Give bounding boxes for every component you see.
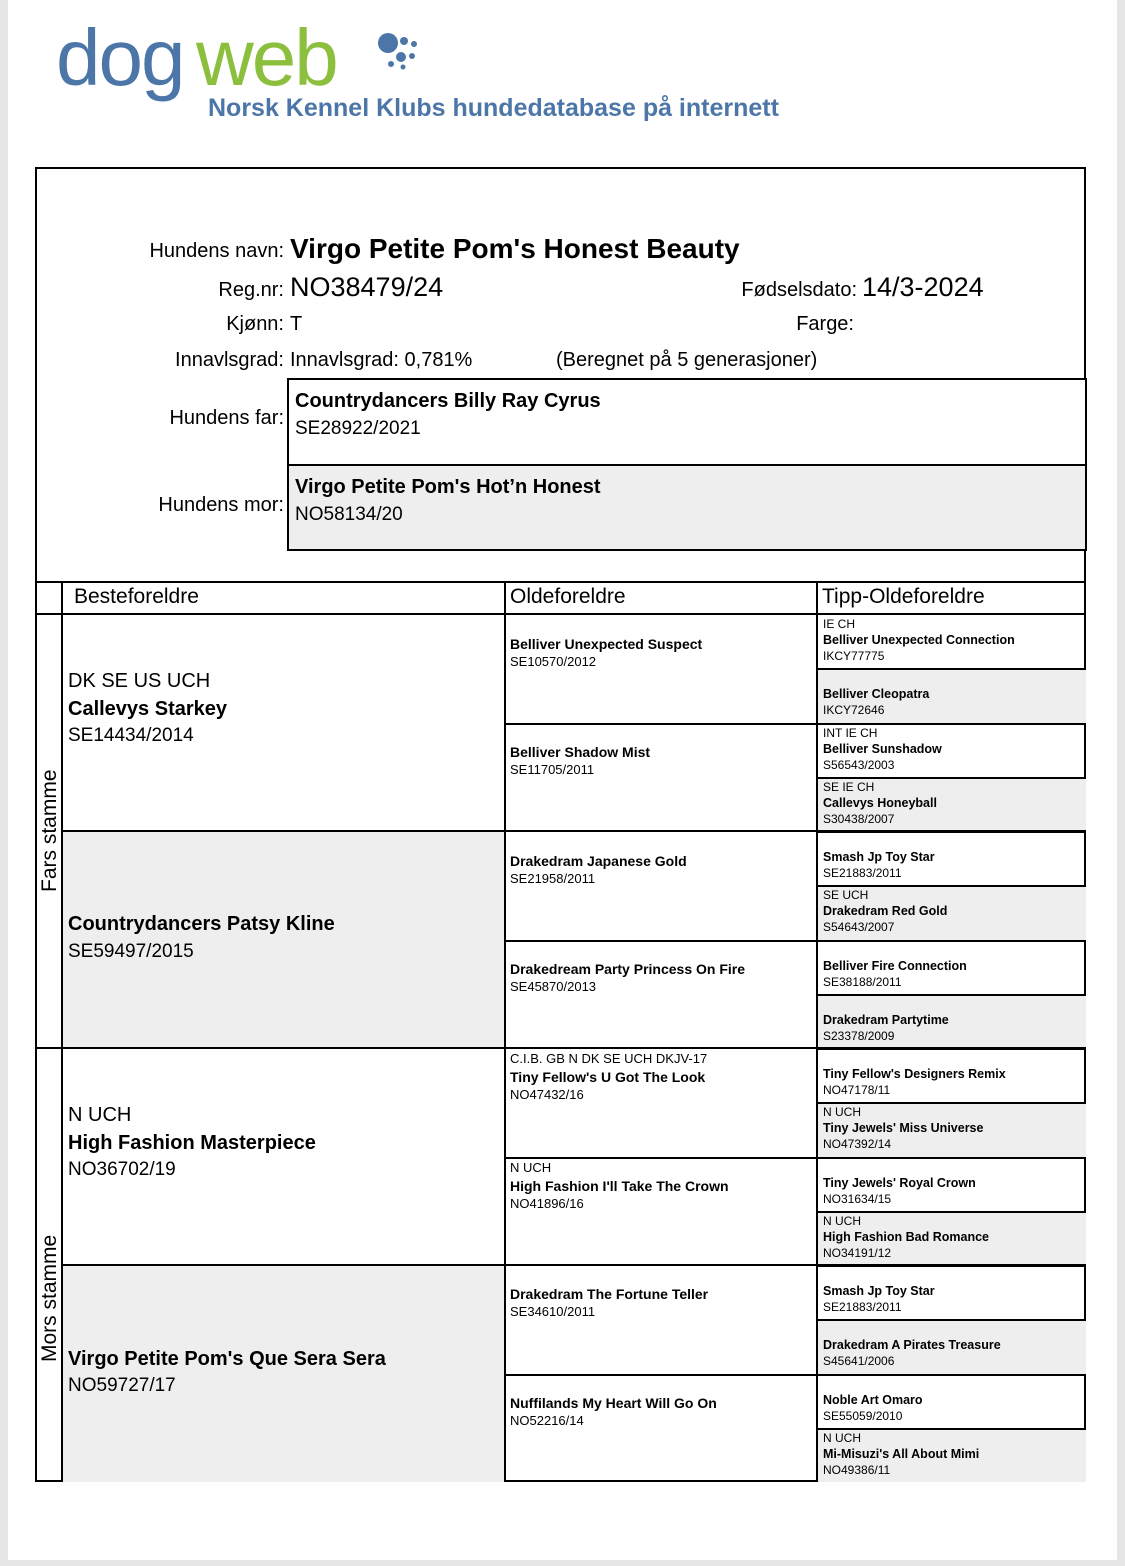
- gp-1-title: DK SE US UCH: [68, 670, 211, 692]
- gp-1-name: Callevys Starkey: [68, 698, 228, 720]
- gg-4-reg: SE45870/2013: [510, 979, 597, 994]
- ggg-10-title: N UCH: [823, 1105, 861, 1119]
- logo-web-text: web: [196, 13, 337, 102]
- ggg-6-title: SE UCH: [823, 888, 869, 902]
- ggg-10-reg: NO47392/14: [823, 1137, 892, 1151]
- gg-5-reg: NO47432/16: [510, 1087, 584, 1102]
- reg-label: Reg.nr:: [218, 279, 284, 301]
- gp-4-reg: NO59727/17: [68, 1375, 176, 1396]
- gg-1-name: Belliver Unexpected Suspect: [510, 636, 703, 652]
- header-great: Oldeforeldre: [510, 585, 626, 608]
- grid-line: [816, 668, 1086, 670]
- logo-dog-text: dog: [56, 13, 184, 102]
- ggg-16-reg: NO49386/11: [823, 1463, 891, 1477]
- dam-box: [287, 464, 1087, 551]
- gg-3-name: Drakedram Japanese Gold: [510, 853, 687, 869]
- ggg-11-reg: NO31634/15: [823, 1192, 892, 1206]
- ggg-15-name: Noble Art Omaro: [823, 1393, 923, 1407]
- ggg-3-name: Belliver Sunshadow: [823, 742, 942, 756]
- ggg-8-reg: S23378/2009: [823, 1029, 895, 1043]
- gg-5-title: C.I.B. GB N DK SE UCH DKJV-17: [510, 1051, 708, 1066]
- grid-line: [35, 613, 1086, 615]
- dam-reg: NO58134/20: [295, 504, 403, 525]
- header-grandparents: Besteforeldre: [74, 585, 199, 608]
- dog-dob: 14/3-2024: [862, 272, 984, 302]
- gp-3-reg: NO36702/19: [68, 1159, 176, 1180]
- sire-reg: SE28922/2021: [295, 418, 421, 439]
- grid-line: [504, 940, 818, 942]
- ggg-13-name: Smash Jp Toy Star: [823, 1284, 935, 1298]
- ggg-6-name: Drakedram Red Gold: [823, 904, 948, 918]
- ggg-9-reg: NO47178/11: [823, 1083, 891, 1097]
- ggg-11-name: Tiny Jewels' Royal Crown: [823, 1176, 976, 1190]
- inbreeding-value: Innavlsgrad: 0,781%: [290, 349, 473, 371]
- grid-line: [35, 581, 1086, 583]
- gg-1-reg: SE10570/2012: [510, 654, 597, 669]
- ggg-4-name: Callevys Honeyball: [823, 796, 937, 810]
- sire-name: Countrydancers Billy Ray Cyrus: [295, 390, 601, 412]
- ggg-4-title: SE IE CH: [823, 780, 875, 794]
- ggg-1-title: IE CH: [823, 617, 856, 631]
- grid-line: [816, 723, 1086, 725]
- grid-line: [816, 1102, 1086, 1104]
- grid-line: [816, 994, 1086, 996]
- dog-reg: NO38479/24: [290, 272, 444, 302]
- gg-2-name: Belliver Shadow Mist: [510, 744, 651, 760]
- generations-note: (Beregnet på 5 generasjoner): [556, 349, 818, 371]
- ggg-13-reg: SE21883/2011: [823, 1300, 902, 1314]
- grid-line: [816, 940, 1086, 942]
- ggg-12-reg: NO34191/12: [823, 1246, 892, 1260]
- gg-5-name: Tiny Fellow's U Got The Look: [510, 1069, 706, 1085]
- gp-2-name: Countrydancers Patsy Kline: [68, 913, 335, 935]
- grid-line: [816, 1265, 1086, 1267]
- gp-3-title: N UCH: [68, 1104, 132, 1126]
- gg-2-reg: SE11705/2011: [510, 762, 595, 777]
- gg-6-title: N UCH: [510, 1160, 552, 1175]
- ggg-16-name: Mi-Misuzi's All About Mimi: [823, 1447, 980, 1461]
- ggg-3-reg: S56543/2003: [823, 758, 895, 772]
- name-label: Hundens navn:: [149, 240, 284, 262]
- grid-line: [816, 1048, 1086, 1050]
- ggg-2-reg: IKCY72646: [823, 703, 885, 717]
- sire-side-label: Fars stamme: [38, 769, 61, 892]
- ggg-1-reg: IKCY77775: [823, 649, 885, 663]
- sire-box: [287, 378, 1087, 466]
- ggg-14-reg: S45641/2006: [823, 1354, 895, 1368]
- gg-6-name: High Fashion I'll Take The Crown: [510, 1178, 729, 1194]
- gg-8-name: Nuffilands My Heart Will Go On: [510, 1395, 717, 1411]
- ggg-1-name: Belliver Unexpected Connection: [823, 633, 1015, 647]
- sire-label: Hundens far:: [169, 407, 284, 429]
- grid-line: [504, 723, 818, 725]
- dam-side-label: Mors stamme: [38, 1234, 61, 1362]
- gg-3-reg: SE21958/2011: [510, 871, 596, 886]
- grid-line: [504, 581, 506, 1482]
- gp-3-name: High Fashion Masterpiece: [68, 1132, 316, 1154]
- grid-line: [816, 1157, 1086, 1159]
- logo-dots-icon: [374, 30, 434, 80]
- gp-1-reg: SE14434/2014: [68, 725, 194, 746]
- ggg-2-name: Belliver Cleopatra: [823, 687, 930, 701]
- gp-2-reg: SE59497/2015: [68, 941, 194, 962]
- ggg-9-name: Tiny Fellow's Designers Remix: [823, 1067, 1006, 1081]
- inbreeding-label: Innavlsgrad:: [175, 349, 284, 371]
- dob-label: Fødselsdato:: [741, 279, 857, 301]
- ggg-5-reg: SE21883/2011: [823, 866, 902, 880]
- dog-sex: T: [290, 313, 303, 335]
- ggg-7-name: Belliver Fire Connection: [823, 959, 967, 973]
- ggg-16-title: N UCH: [823, 1431, 861, 1445]
- gp-bg-4: [63, 1265, 505, 1482]
- ggg-14-name: Drakedram A Pirates Treasure: [823, 1338, 1001, 1352]
- gg-6-reg: NO41896/16: [510, 1196, 584, 1211]
- ggg-12-title: N UCH: [823, 1214, 861, 1228]
- grid-line: [816, 1428, 1086, 1430]
- grid-line: [816, 1211, 1086, 1213]
- grid-line: [816, 777, 1086, 779]
- dam-label: Hundens mor:: [158, 494, 284, 516]
- dam-name: Virgo Petite Pom's Hot’n Honest: [295, 476, 601, 498]
- grid-line: [816, 1319, 1086, 1321]
- gg-7-reg: SE34610/2011: [510, 1304, 596, 1319]
- gg-7-name: Drakedram The Fortune Teller: [510, 1286, 709, 1302]
- dog-name: Virgo Petite Pom's Honest Beauty: [290, 233, 740, 264]
- sex-label: Kjønn:: [226, 313, 284, 335]
- gp-4-name: Virgo Petite Pom's Que Sera Sera: [68, 1348, 386, 1370]
- grid-line: [816, 581, 818, 1482]
- gg-8-reg: NO52216/14: [510, 1413, 584, 1428]
- grid-line: [504, 1374, 818, 1376]
- ggg-6-reg: S54643/2007: [823, 920, 895, 934]
- logo-tagline: Norsk Kennel Klubs hundedatabase på internett: [208, 94, 779, 122]
- grid-line: [816, 1374, 1086, 1376]
- color-label: Farge:: [796, 313, 854, 335]
- header-greatgreat: Tipp-Oldeforeldre: [822, 585, 985, 608]
- ggg-8-name: Drakedram Partytime: [823, 1013, 949, 1027]
- gg-4-name: Drakedream Party Princess On Fire: [510, 961, 746, 977]
- ggg-15-reg: SE55059/2010: [823, 1409, 903, 1423]
- ggg-10-name: Tiny Jewels' Miss Universe: [823, 1121, 984, 1135]
- grid-line: [816, 885, 1086, 887]
- ggg-3-title: INT IE CH: [823, 726, 878, 740]
- ggg-7-reg: SE38188/2011: [823, 975, 902, 989]
- gp-bg-2: [63, 831, 505, 1048]
- ggg-12-name: High Fashion Bad Romance: [823, 1230, 989, 1244]
- grid-line: [816, 831, 1086, 833]
- grid-line: [504, 1157, 818, 1159]
- ggg-4-reg: S30438/2007: [823, 812, 895, 826]
- ggg-5-name: Smash Jp Toy Star: [823, 850, 935, 864]
